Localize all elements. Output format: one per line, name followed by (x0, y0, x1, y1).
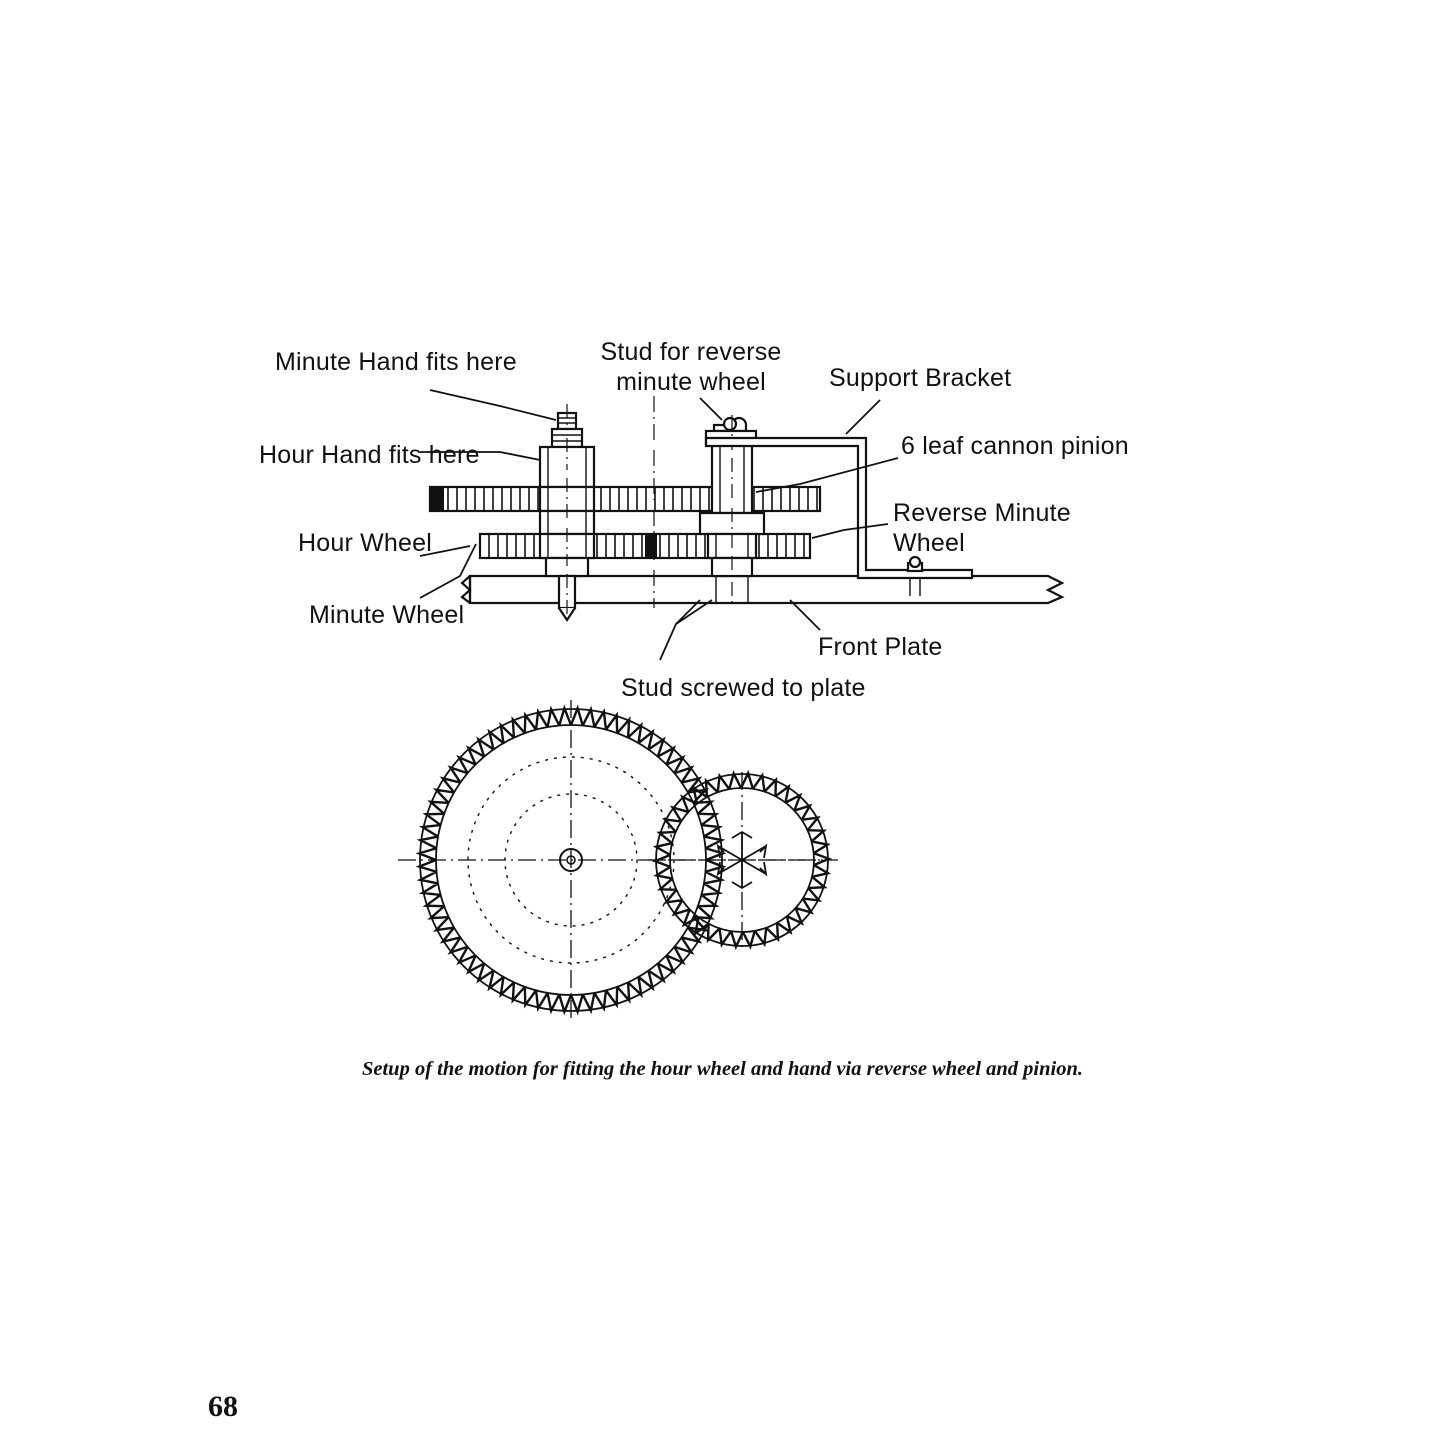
label-reverse-minute-wheel (893, 498, 1071, 558)
label-reverse-minute-line2: Wheel (893, 529, 965, 557)
figure-caption: Setup of the motion for fitting the hour wheel and hand via reverse wheel and pinion. (361, 1058, 1083, 1080)
page-number: 68 (208, 1390, 238, 1423)
label-stud-reverse-line2: minute wheel (616, 368, 766, 396)
label-cannon-pinion: 6 leaf cannon pinion (901, 432, 1129, 460)
label-reverse-minute-line1: Reverse Minute (893, 499, 1071, 527)
plan-view-gears (398, 700, 838, 1020)
label-stud-reverse-minute-wheel (586, 337, 796, 397)
label-hour-hand: Hour Hand fits here (259, 441, 480, 469)
label-support-bracket: Support Bracket (829, 364, 1012, 392)
leader-lines (420, 390, 898, 660)
label-stud-reverse-line1: Stud for reverse (600, 338, 782, 366)
hour-wheel-shape (480, 534, 810, 558)
label-front-plate: Front Plate (818, 633, 943, 661)
label-minute-hand: Minute Hand fits here (275, 348, 517, 376)
label-minute-wheel: Minute Wheel (309, 601, 465, 629)
label-hour-wheel: Hour Wheel (298, 529, 432, 557)
label-stud-screwed-to-plate: Stud screwed to plate (621, 674, 866, 702)
